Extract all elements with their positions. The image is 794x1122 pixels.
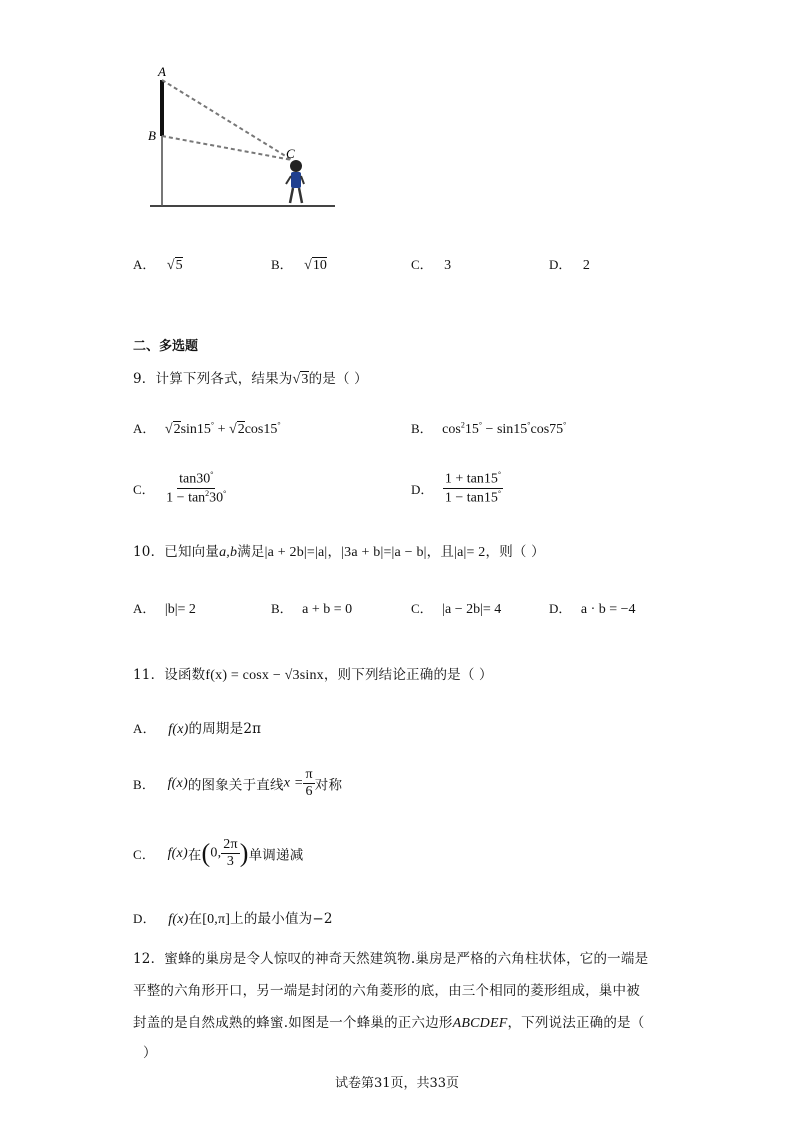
stem-text: 的是（ ） (308, 371, 368, 387)
q12-line-3 (133, 1011, 644, 1032)
q10-option-c (411, 598, 501, 618)
stem-text: ，下列说法正确的是（ (507, 1015, 645, 1031)
stem-text: ，则下列结论正确的是（ ） (323, 667, 493, 683)
option-label: A． (133, 601, 156, 616)
option-label: B． (133, 777, 156, 793)
stem-text: 10．已知向量 (133, 544, 220, 560)
q9-stem: 9．计算下列各式，结果为√3的是（ ） (133, 371, 368, 387)
q8-option-c (411, 254, 451, 274)
stem-text: 计算下列各式，结果为 (155, 371, 293, 387)
stem-text: ，则（ ） (485, 544, 545, 560)
option-text: |a − 2b|= 4 (442, 602, 502, 617)
option-label: C． (411, 601, 433, 616)
option-label: A． (133, 257, 156, 272)
point-b-label: B (148, 128, 156, 143)
frac-den: 3 (226, 854, 235, 870)
option-label: D． (549, 601, 572, 616)
frac-num: 2π (221, 837, 239, 854)
q10-option-d (549, 598, 636, 618)
point-c-label: C (286, 146, 295, 161)
q9-option-b: B． $\cos^215^\circ - \sin 15^\circ\cos 75^\circ$ (411, 420, 567, 437)
point-a-label: A (158, 64, 166, 79)
stem-vectors: a,b (219, 545, 238, 560)
interval-start: 0, (210, 845, 222, 861)
option-label: B． (411, 421, 433, 436)
q8-option-b: B． √10 (271, 257, 327, 273)
option-label: A． (133, 721, 156, 736)
q11-option-c: C． f(x)在(0, $\frac{2\pi}{3}$ )单调递减 (133, 837, 304, 870)
interval: [0,π] (202, 912, 231, 927)
stem-condition: |3a + b|=|a − b| (341, 545, 427, 560)
q12-line-4: ） (143, 1045, 157, 1061)
option-label: B． (271, 601, 293, 616)
stem-text: 11．设函数 (133, 667, 206, 683)
section-title: 二、多选题 (133, 339, 199, 354)
option-label: C． (133, 847, 156, 863)
option-value: 3 (444, 258, 452, 273)
option-label: D． (549, 257, 572, 272)
fx-symbol: f(x) (168, 912, 189, 927)
option-text: 对称 (314, 777, 343, 794)
stem-text: ，且 (426, 544, 455, 560)
option-text: 的周期是2π (188, 721, 262, 737)
q12-line-1: 12．蜜蜂的巢房是令人惊叹的神奇天然建筑物.巢房是严格的六角柱状体，它的一端是 (133, 951, 649, 967)
stem-value: 3 (301, 372, 309, 387)
q8-option-d (549, 254, 590, 274)
option-text: a + b = 0 (302, 602, 353, 617)
option-label: D． (133, 911, 156, 926)
stem-text: 满足 (237, 544, 265, 560)
hexagon-name: ABCDEF (452, 1016, 508, 1031)
q9-option-a: A． √2sin15° + √2cos15° (133, 420, 281, 437)
stem-text: 封盖的是自然成熟的蜂蜜.如图是一个蜂巢的正六边形 (133, 1015, 453, 1031)
fx-symbol: f(x) (167, 845, 188, 861)
fx-symbol: f(x) (167, 775, 188, 791)
stem-condition: |a + 2b|=|a| (264, 545, 328, 560)
option-text: 在 (188, 911, 203, 927)
q11-stem (133, 663, 493, 684)
option-text: 上的最小值为−2 (230, 911, 333, 927)
option-label: C． (133, 481, 155, 497)
question-number: 9． (133, 371, 156, 387)
option-value: 2 (582, 258, 590, 273)
q10-option-a (133, 598, 196, 618)
q9-option-c: C． $\frac{\tan 30^\circ}{1 - \tan^230^\circ}$ (133, 470, 227, 506)
option-label: C． (411, 257, 433, 272)
person-figure (286, 160, 304, 203)
q12-line-2: 平整的六角形开口，另一端是封闭的六角菱形的底，由三个相同的菱形组成，巢中被 (133, 983, 640, 999)
q8-option-a: A． √5 (133, 257, 183, 273)
option-text: |b|= 2 (164, 602, 196, 617)
option-label: B． (271, 257, 293, 272)
geometry-figure (140, 60, 340, 215)
q10-option-b (271, 598, 352, 618)
q11-option-d (133, 907, 333, 928)
option-var: x = (283, 775, 304, 791)
option-value: 10 (312, 258, 327, 273)
fx-symbol: f(x) (168, 722, 189, 737)
frac-num: π (303, 767, 314, 784)
option-text: 单调递减 (248, 847, 304, 864)
option-text: a · b = −4 (580, 602, 636, 617)
stem-condition: |a|= 2 (454, 545, 486, 560)
option-text: 在 (187, 847, 202, 864)
q11-option-b (133, 767, 342, 800)
q11-option-a (133, 717, 261, 738)
frac-den: 6 (305, 784, 313, 800)
q9-option-d: D． $\frac{1 + \tan 15^\circ}{1 - \tan 15^\circ}$ (411, 470, 502, 506)
option-label: D． (411, 481, 434, 497)
q10-stem: 10．已知向量a,b满足|a + 2b|=|a|，|3a + b|=|a − b|，且|a|= 2，则（ ） (133, 544, 545, 560)
option-value: 5 (175, 258, 183, 273)
option-text: 的图象关于直线 (187, 777, 284, 794)
stem-function: f(x) = cosx − √3sinx (205, 668, 324, 683)
option-label: A． (133, 421, 156, 436)
page-footer: 试卷第31页，共33页 (334, 1076, 460, 1091)
